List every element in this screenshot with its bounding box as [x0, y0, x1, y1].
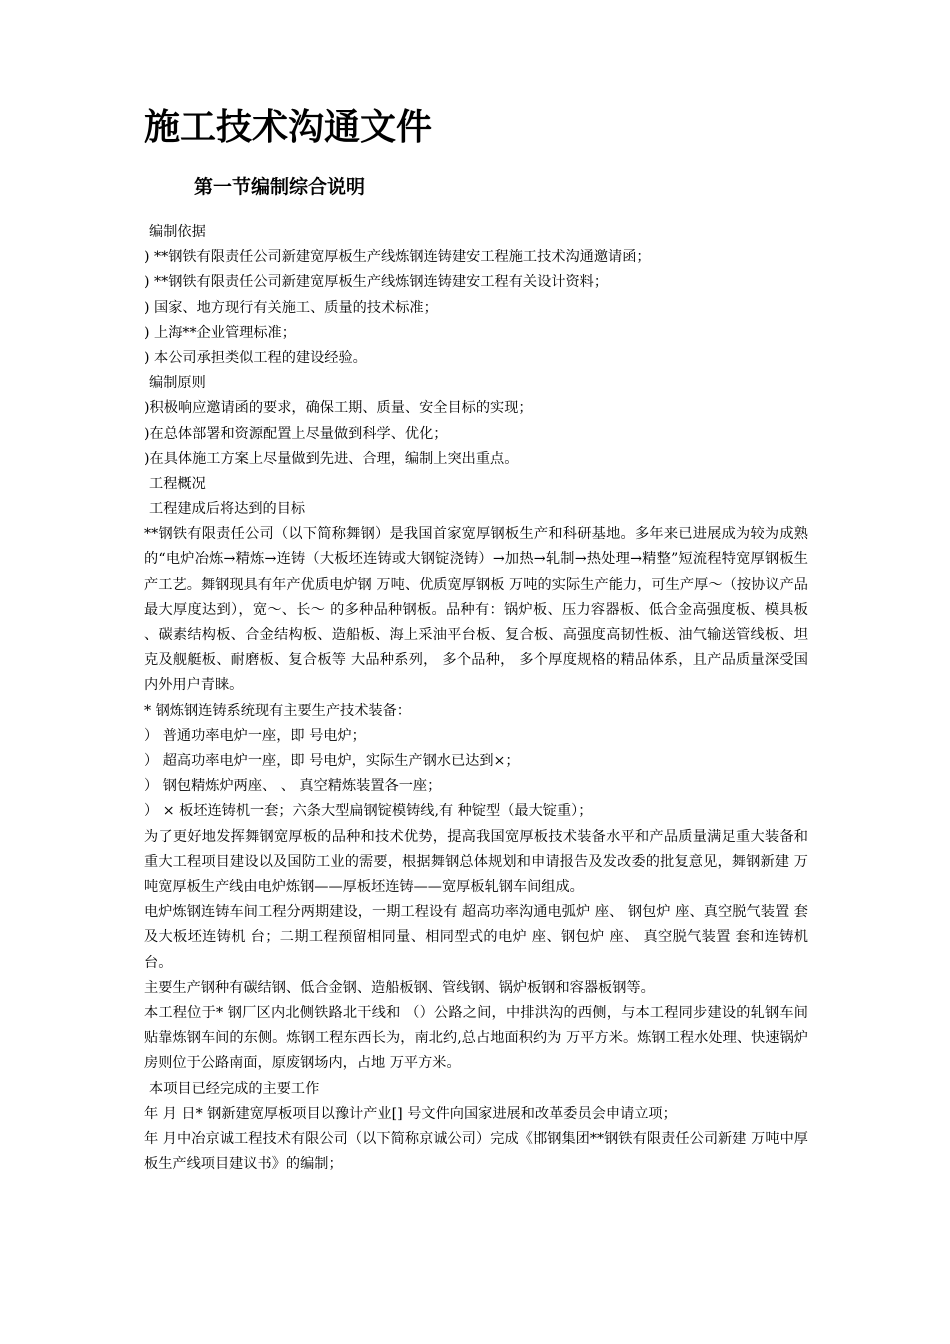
equipment-item-1: ） 普通功率电炉一座，即 号电炉；: [144, 727, 366, 744]
document-body: [144, 220, 808, 1177]
basis-item-1: ) **钢铁有限责任公司新建宽厚板生产线炼钢连铸建安工程施工技术沟通邀请函；: [144, 249, 651, 266]
equipment-item-3: ） 钢包精炼炉两座、 、 真空精炼装置各一座；: [144, 778, 442, 795]
basis-heading: 编制依据: [149, 224, 206, 240]
basis-item-3: ) 国家、地方现行有关施工、质量的技术标准；: [144, 299, 438, 316]
completed-work-item-2: 年 月中冶京诚工程技术有限公司（以下简称京诚公司）完成《邯钢集团**钢铁有限责任公司新建 万吨中厚板生产线项目建议书》的编制；: [144, 1131, 808, 1173]
section-heading: 第一节编制综合说明: [194, 176, 366, 198]
principle-item-3: )在具体施工方案上尽量做到先进、合理，编制上突出重点。: [144, 450, 519, 467]
principle-item-2: )在总体部署和资源配置上尽量做到科学、优化；: [144, 425, 448, 442]
principle-item-1: )积极响应邀请函的要求，确保工期、质量、安全目标的实现；: [144, 400, 533, 417]
paragraph-company: **钢铁有限责任公司（以下简称舞钢）是我国首家宽厚钢板生产和科研基地。多年来已进展成为较为成熟的“电炉冶炼→精炼→连铸（大板坯连铸或大钢锭浇铸）→加热→轧制→热处理→精整”短流程特宽厚钢板生产工艺。舞钢现具有年产优质电炉钢 万吨、优质宽厚钢板 万吨的实际生产能力，可生产厚～（按协议产品最大厚度达到），宽～、长～ 的多种品种钢板。品种有：锅炉板、压力容器板、低合金高强度板、模具板、碳素结构板、合金结构板、造船板、海上采油平台板、复合板、高强度高韧性板、油气输送管线板、坦克及舰艇板、耐磨板、复合板等 大品种系列， 多个品种， 多个厚度规格的精品体系，且产品质量深受国内外用户青睐。: [144, 526, 808, 694]
paragraph-location: 本工程位于* 钢厂区内北侧铁路北干线和 （）公路之间，中排洪沟的西侧，与本工程同步建设的轧钢车间贴靠炼钢车间的东侧。炼钢工程东西长为，南北约,总占地面积约为 万平方米。炼钢工程水处理、快速锅炉房则位于公路南面，原废钢场内，占地 万平方米。: [144, 1005, 808, 1072]
document-content: [144, 102, 808, 1177]
basis-item-2: ) **钢铁有限责任公司新建宽厚板生产线炼钢连铸建安工程有关设计资料；: [144, 274, 609, 291]
goal-heading: 工程建成后将达到的目标: [149, 501, 306, 518]
overview-heading: 工程概况: [149, 475, 206, 492]
completed-work-heading: 本项目已经完成的主要工作: [149, 1080, 320, 1097]
equipment-item-4: ） × 板坯连铸机一套；六条大型扁钢锭模铸线,有 种锭型（最大锭重）；: [144, 803, 593, 820]
principle-heading: 编制原则: [149, 375, 206, 392]
paragraph-purpose: 为了更好地发挥舞钢宽厚板的品种和技术优势，提高我国宽厚板技术装备水平和产品质量满足重大装备和重大工程项目建设以及国防工业的需要，根据舞钢总体规划和申请报告及发改委的批复意见，舞钢新建 万吨宽厚板生产线由电炉炼钢——厚板坯连铸——宽厚板轧钢车间组成。: [144, 828, 808, 896]
basis-item-4: ) 上海**企业管理标准；: [144, 324, 296, 341]
completed-work-item-1: 年 月 日* 钢新建宽厚板项目以豫计产业[] 号文件向国家进展和改革委员会申请立项；: [144, 1105, 677, 1122]
paragraph-phases: 电炉炼钢连铸车间工程分两期建设，一期工程设有 超高功率沟通电弧炉 座、 钢包炉 座、真空脱气装置 套及大板坯连铸机 台；二期工程预留相同量、相同型式的电炉 座、钢包炉 座、 真空脱气装置 套和连铸机 台。: [144, 904, 808, 971]
document-title: 施工技术沟通文件: [144, 106, 433, 148]
equipment-item-2: ） 超高功率电炉一座，即 号电炉，实际生产钢水已达到×；: [144, 753, 520, 770]
paragraph-steel-grades: 主要生产钢种有碳结钢、低合金钢、造船板钢、管线钢、锅炉板钢和容器板钢等。: [144, 979, 655, 996]
equipment-heading: * 钢炼钢连铸系统现有主要生产技术装备：: [144, 702, 411, 719]
basis-item-5: ) 本公司承担类似工程的建设经验。: [144, 349, 367, 366]
